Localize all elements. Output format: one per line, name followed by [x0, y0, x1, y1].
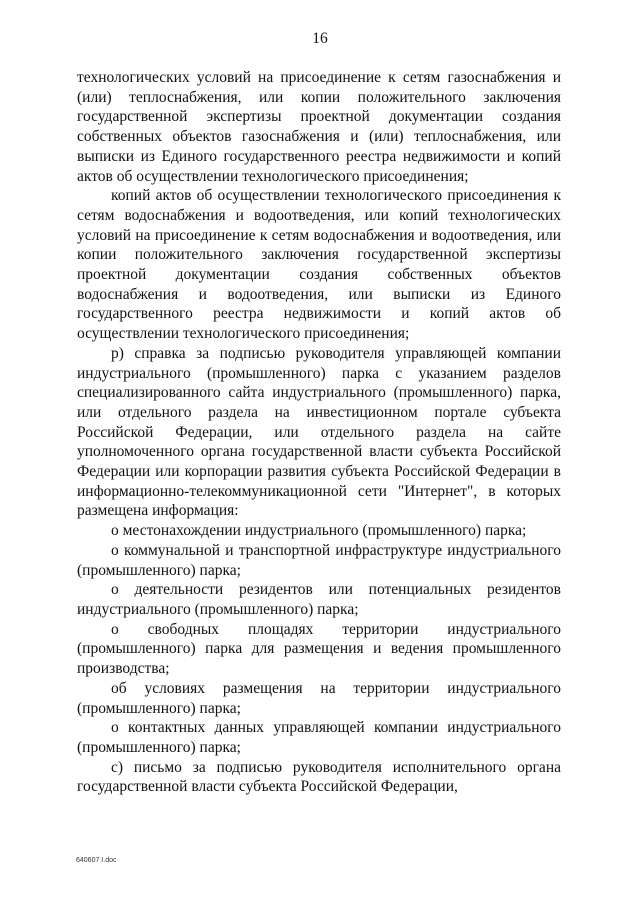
document-body: [77, 68, 561, 797]
page-number: 16: [312, 30, 328, 47]
footer-file-code: 640607 I.doc: [76, 857, 117, 864]
list-item-location: о местонахождении индустриального (промышленного) парка;: [111, 522, 527, 540]
list-item-free-areas: о свободных площадях территории индустриального (промышленного) парка для размещения и ведения промышленного производства;: [77, 620, 561, 678]
paragraph-water-supply: копий актов об осуществлении технологического присоединения к сетям водоснабжения и водоотведения, или копий технологических условий на присоединение к сетям водоснабжения и водоотведения, или копии положительного заключения государственной экспертизы проектной документации создания собственных объектов водоснабжения и водоотведения, или выписки из Единого государственного реестра недвижимости и копий актов об осуществлении технологического присоединения;: [77, 187, 561, 343]
paragraph-gas-heat-supply: технологических условий на присоединение к сетям газоснабжения и (или) теплоснабжения, или копии положительного заключения государственной экспертизы проектной документации создания собственных объектов газоснабжения и (или) теплоснабжения, или выписки из Единого государственного реестра недвижимости и копий актов об осуществлении технологического присоединения;: [77, 69, 561, 185]
list-item-infrastructure: о коммунальной и транспортной инфраструктуре индустриального (промышленного) парка;: [77, 541, 561, 579]
list-item-placement-conditions: об условиях размещения на территории индустриального (промышленного) парка;: [77, 679, 561, 717]
paragraph-item-r-certificate: р) справка за подписью руководителя управляющей компании индустриального (промышленного) парка с указанием разделов специализированного сайта индустриального (промышленного) парка, или отдельного раздела на инвестиционном портале субъекта Российской Федерации, или отдельного раздела на сайте уполномоченного органа государственной власти субъекта Российской Федерации или корпорации развития субъекта Российской Федерации в информационно-телекоммуникационной сети "Интернет", в которых размещена информация:: [77, 344, 561, 520]
list-item-residents: о деятельности резидентов или потенциальных резидентов индустриального (промышленного) парка;: [77, 581, 561, 618]
list-item-contact-data: о контактных данных управляющей компании индустриального (промышленного) парка;: [77, 719, 561, 756]
paragraph-item-s-letter: с) письмо за подписью руководителя исполнительного органа государственной власти субъекта Российской Федерации,: [77, 758, 561, 796]
